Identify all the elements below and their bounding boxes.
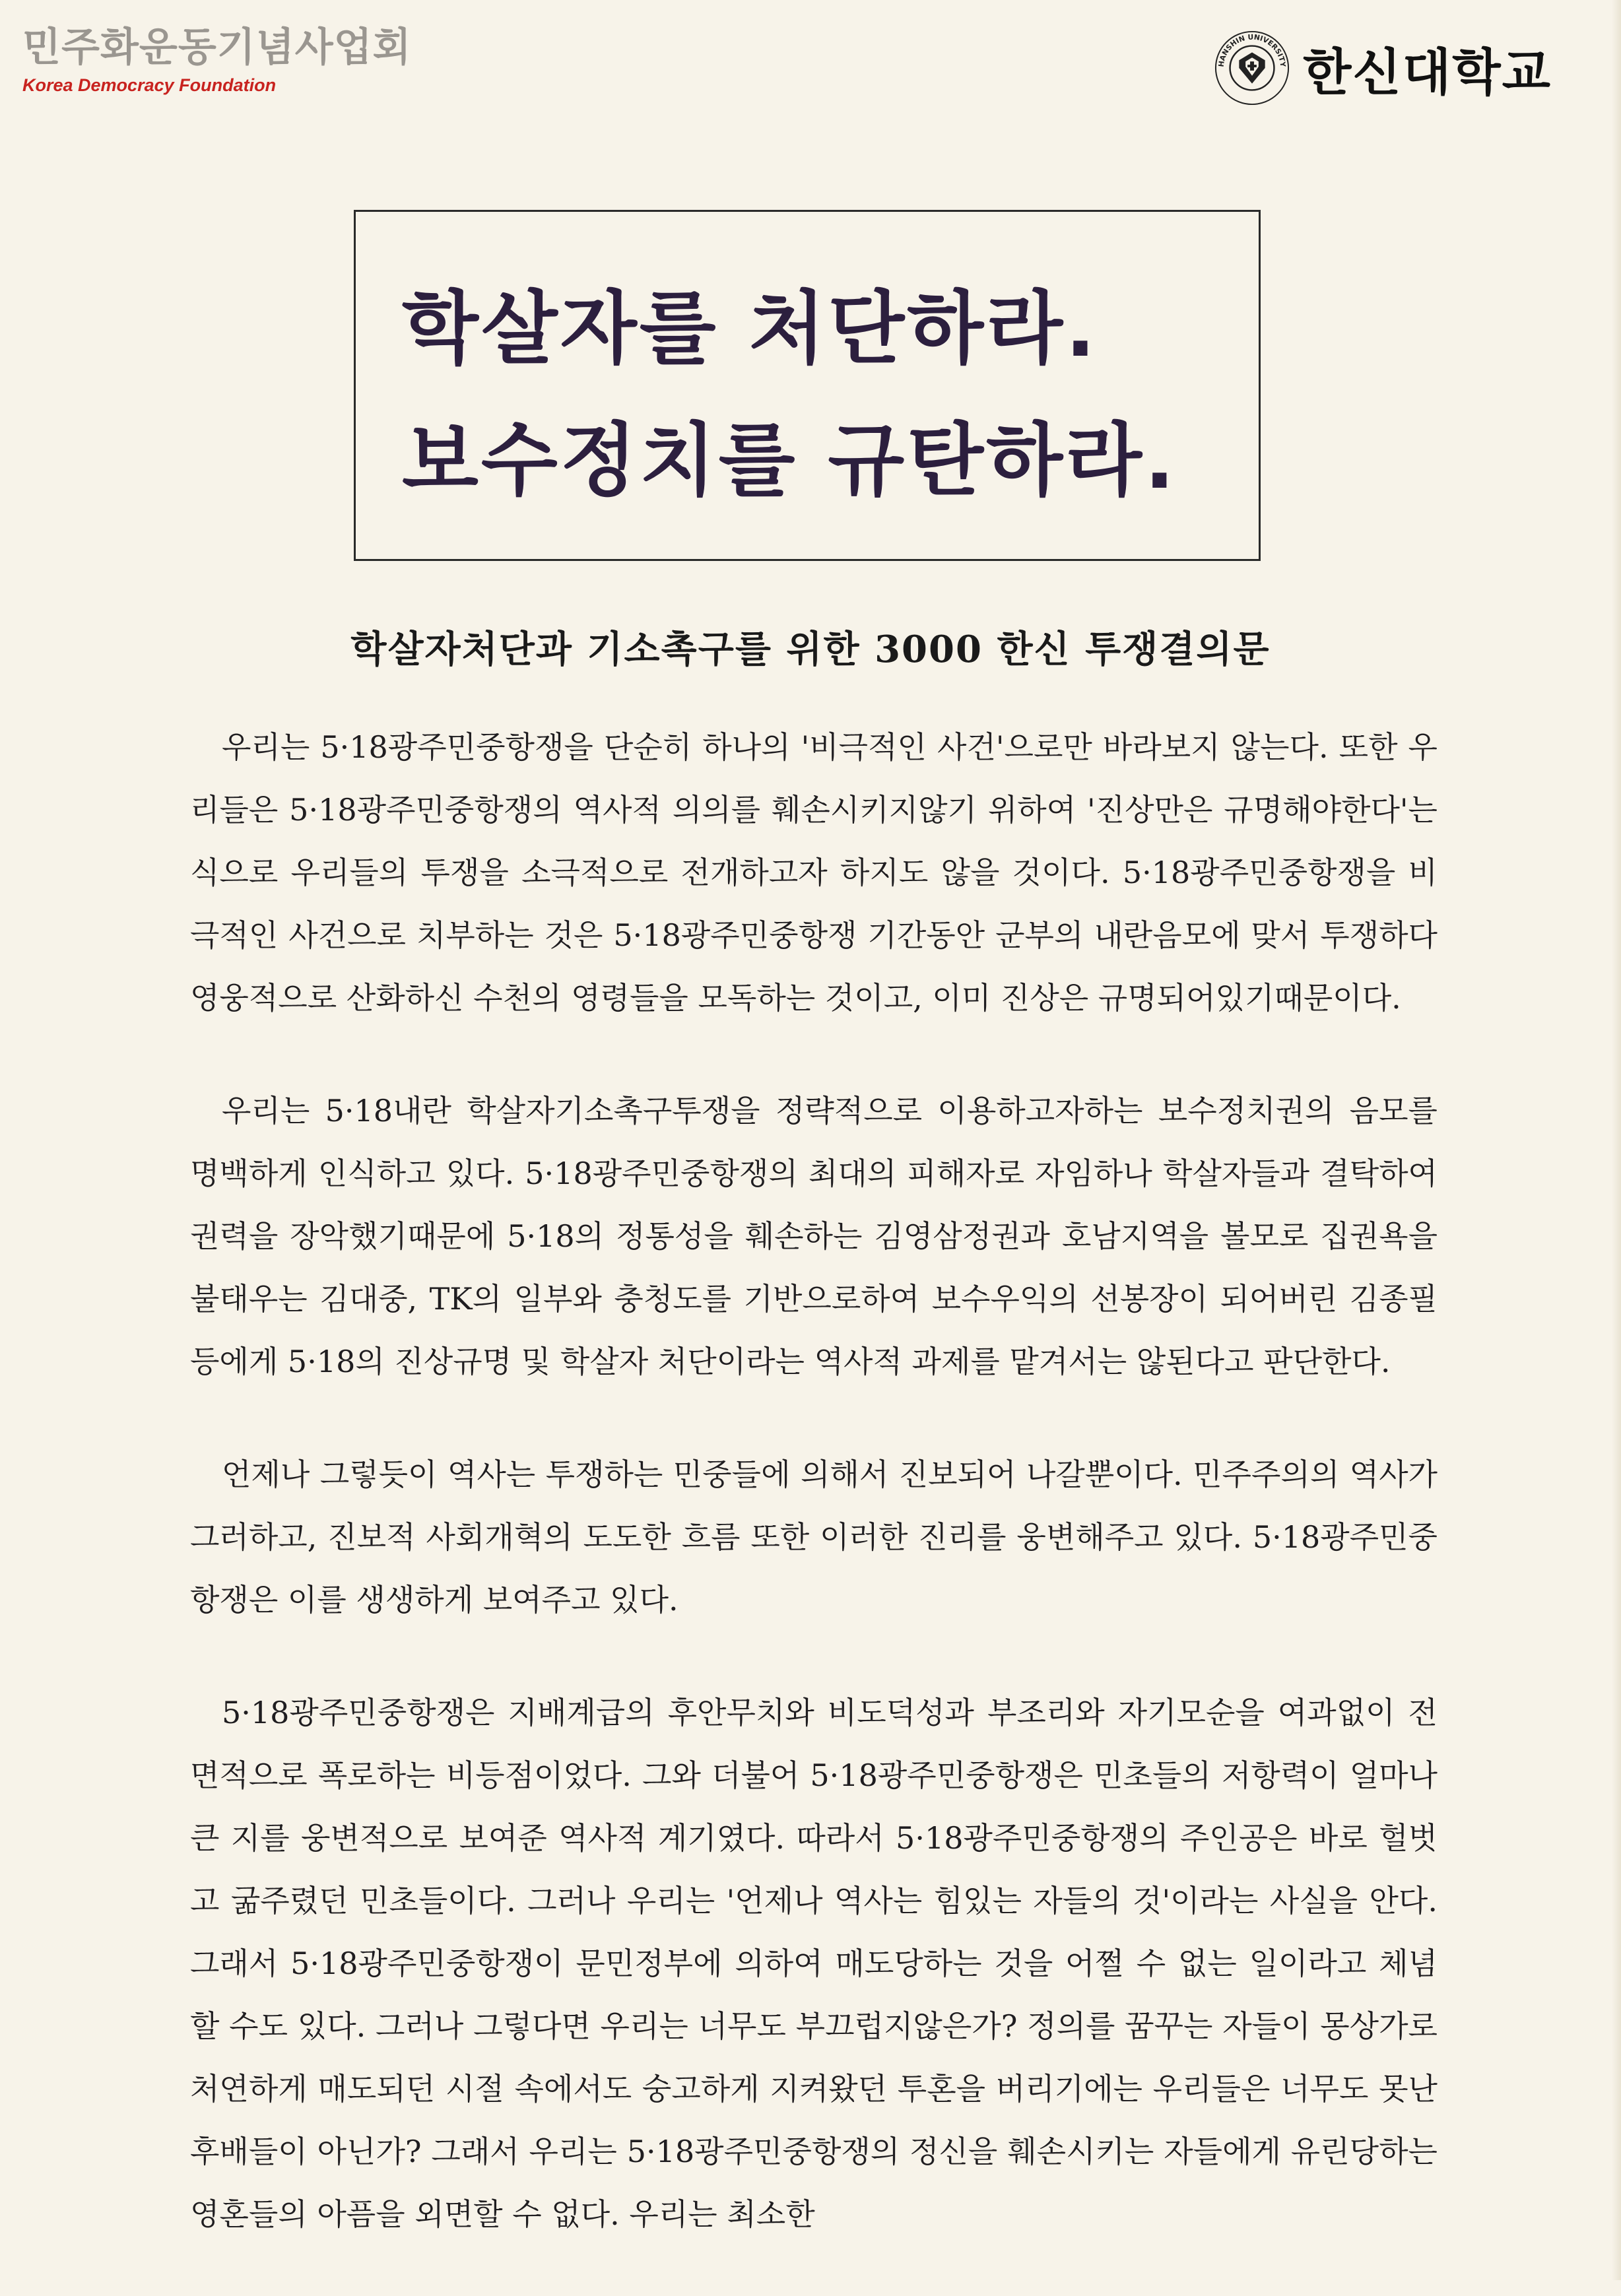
university-seal-icon <box>1213 29 1291 107</box>
foundation-watermark <box>22 24 412 96</box>
paragraph-text: 우리는 5·18광주민중항쟁을 단순히 하나의 '비극적인 사건'으로만 바라보지 않는다. 또한 우리들은 5·18광주민중항쟁의 역사적 의의를 훼손시키지않기 위하여 '진상만은 규명해야한다'는 식으로 우리들의 투쟁을 소극적으로 전개하고자 하지도 않을 것이다. 5·18광주민중항쟁을 비극적인 사건으로 치부하는 것은 5·18광주민중항쟁 기간동안 군부의 내란음모에 맞서 투쟁하다 영웅적으로 산화하신 수천의 영령들을 모독하는 것이고, 이미 진상은 규명되어있기때문이다. <box>190 729 1438 1016</box>
paragraph <box>190 1682 1438 2246</box>
university-seal-text: HANSHIN UNIVERSITY <box>1216 32 1288 68</box>
page-edge <box>1612 0 1621 2280</box>
headline-line-2: 보수정치를 규탄하라. <box>402 415 1177 507</box>
headline-line-1: 학살자를 처단하라. <box>402 283 1098 375</box>
document-body <box>190 716 1438 2296</box>
university-name: 한신대학교 <box>1303 42 1552 102</box>
paragraph-text: 언제나 그렇듯이 역사는 투쟁하는 민중들에 의해서 진보되어 나갈뿐이다. 민주주의의 역사가 그러하고, 진보적 사회개혁의 도도한 흐름 또한 이러한 진리를 웅변해주고 있다. 5·18광주민중항쟁은 이를 생생하게 보여주고 있다. <box>190 1457 1438 1618</box>
paragraph <box>190 716 1438 1030</box>
paragraph <box>190 1443 1438 1631</box>
paragraph-text: 5·18광주민중항쟁은 지배계급의 후안무치와 비도덕성과 부조리와 자기모순을 여과없이 전면적으로 폭로하는 비등점이었다. 그와 더불어 5·18광주민중항쟁은 민초들의 저항력이 얼마나 큰 지를 웅변적으로 보여준 역사적 계기였다. 따라서 5·18광주민중항쟁의 주인공은 바로 헐벗고 굶주렸던 민초들이다. 그러나 우리는 '언제나 역사는 힘있는 자들의 것'이라는 사실을 안다. 그래서 5·18광주민중항쟁이 문민정부에 의하여 매도당하는 것을 어쩔 수 없는 일이라고 체념할 수도 있다. 그러나 그렇다면 우리는 너무도 부끄럽지않은가? 정의를 꿈꾸는 자들이 몽상가로 처연하게 매도되던 시절 속에서도 숭고하게 지켜왔던 투혼을 버리기에는 우리들은 너무도 못난 후배들이 아닌가? 그래서 우리는 5·18광주민중항쟁의 정신을 훼손시키는 자들에게 유린당하는 영혼들의 아픔을 외면할 수 없다. 우리는 최소한 <box>190 1695 1438 2232</box>
paragraph <box>190 1080 1438 1393</box>
headline-box <box>354 210 1261 561</box>
document-subtitle: 학살자처단과 기소촉구를 위한 3000 한신 투쟁결의문 <box>350 628 1271 671</box>
university-logo <box>1213 25 1552 111</box>
foundation-english-name: Korea Democracy Foundation <box>22 75 277 95</box>
foundation-korean-name: 민주화운동기념사업회 <box>22 24 412 71</box>
paragraph-text: 우리는 5·18내란 학살자기소촉구투쟁을 정략적으로 이용하고자하는 보수정치권의 음모를 명백하게 인식하고 있다. 5·18광주민중항쟁의 최대의 피해자로 자임하나 학살자들과 결탁하여 권력을 장악했기때문에 5·18의 정통성을 훼손하는 김영삼정권과 호남지역을 볼모로 집권욕을 불태우는 김대중, TK의 일부와 충청도를 기반으로하여 보수우익의 선봉장이 되어버린 김종필 등에게 5·18의 진상규명 및 학살자 처단이라는 역사적 과제를 맡겨서는 않된다고 판단한다. <box>190 1093 1438 1379</box>
